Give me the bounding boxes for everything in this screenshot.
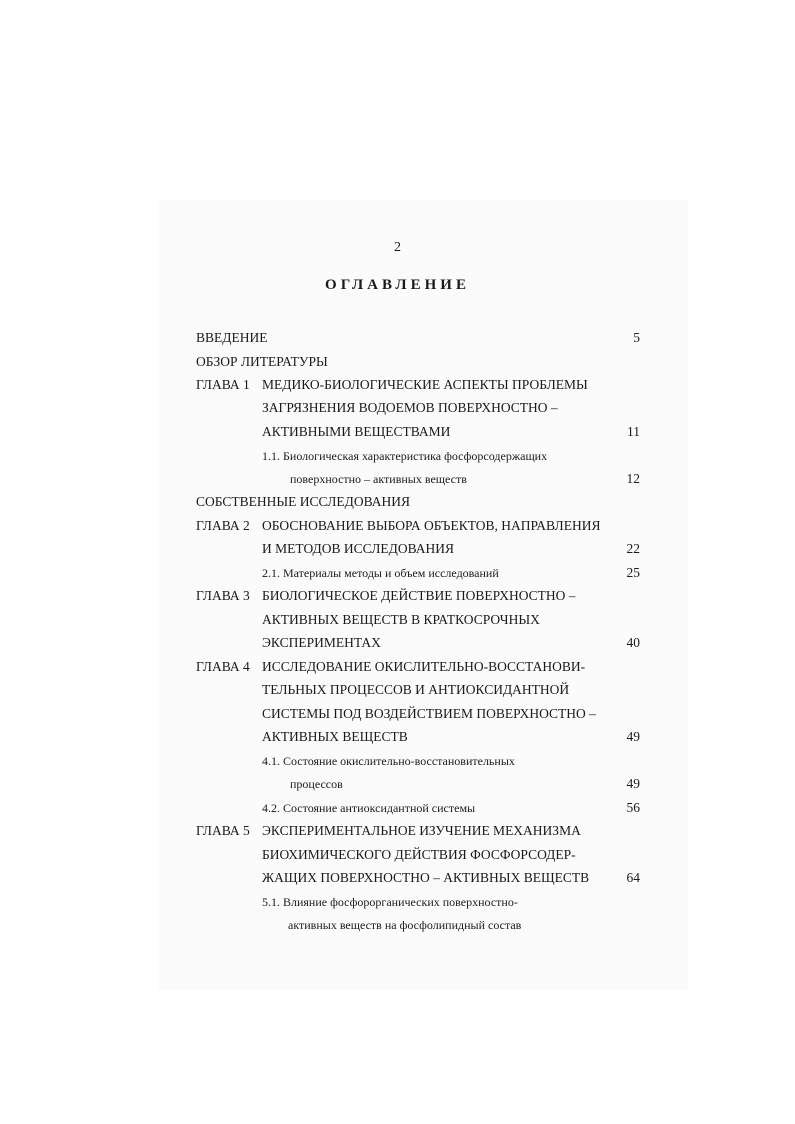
toc-entry-line: И МЕТОДОВ ИССЛЕДОВАНИЯ (262, 541, 455, 556)
toc-entry-line: активных веществ на фосфолипидный состав (288, 918, 522, 932)
toc-entry-text: СОБСТВЕННЫЕ ИССЛЕДОВАНИЯ (196, 494, 410, 509)
toc-entry-line: ЖАЩИХ ПОВЕРХНОСТНО – АКТИВНЫХ ВЕЩЕСТВ (262, 870, 590, 885)
toc-entry-text: ВВЕДЕНИЕ (196, 330, 268, 345)
toc-page-number: 25 (626, 565, 640, 580)
toc-chapter-label: ГЛАВА 2 (196, 518, 250, 533)
toc-entry-text: ОБЗОР ЛИТЕРАТУРЫ (196, 354, 328, 369)
toc-entry-line: 4.1. Состояние окислительно-восстановительных (262, 754, 515, 768)
toc-page-number: 49 (626, 776, 640, 791)
toc-entry-line: процессов (290, 777, 343, 791)
toc-chapter-label: ГЛАВА 3 (196, 588, 250, 603)
toc-page-number: 5 (633, 330, 640, 345)
toc-chapter-label: ГЛАВА 5 (196, 823, 250, 838)
toc-entry-line: БИОЛОГИЧЕСКОЕ ДЕЙСТВИЕ ПОВЕРХНОСТНО – (262, 588, 576, 603)
toc-page-number: 12 (626, 471, 640, 486)
toc-entry-line: БИОХИМИЧЕСКОГО ДЕЙСТВИЯ ФОСФОРСОДЕР- (262, 847, 576, 862)
toc-entry-line: ЭКСПЕРИМЕНТАЛЬНОЕ ИЗУЧЕНИЕ МЕХАНИЗМА (262, 823, 581, 838)
toc-entry-line: поверхностно – активных веществ (290, 472, 467, 486)
toc-entry-line: ОБОСНОВАНИЕ ВЫБОРА ОБЪЕКТОВ, НАПРАВЛЕНИЯ (262, 518, 601, 533)
toc-chapter-label: ГЛАВА 1 (196, 377, 250, 392)
toc-page-number: 49 (626, 729, 640, 744)
toc-page-number: 56 (626, 800, 640, 815)
toc-entry-line: 1.1. Биологическая характеристика фосфорсодержащих (262, 449, 548, 463)
toc-entry-line: АКТИВНЫХ ВЕЩЕСТВ (262, 729, 408, 744)
toc-page-number: 22 (626, 541, 640, 556)
toc-entry-line: СИСТЕМЫ ПОД ВОЗДЕЙСТВИЕМ ПОВЕРХНОСТНО – (262, 706, 596, 721)
toc-page-number: 64 (626, 870, 640, 885)
toc-entry-line: АКТИВНЫМИ ВЕЩЕСТВАМИ (262, 424, 451, 439)
toc-entry-line: ТЕЛЬНЫХ ПРОЦЕССОВ И АНТИОКСИДАНТНОЙ (262, 682, 570, 697)
toc-page-number: 40 (626, 635, 640, 650)
toc-entry-line: ИССЛЕДОВАНИЕ ОКИСЛИТЕЛЬНО-ВОССТАНОВИ- (262, 659, 586, 674)
toc-entry-line: МЕДИКО-БИОЛОГИЧЕСКИЕ АСПЕКТЫ ПРОБЛЕМЫ (262, 377, 588, 392)
toc-entry-line: 5.1. Влияние фосфорорганических поверхностно- (262, 895, 518, 909)
toc-entry-line: 2.1. Материалы методы и объем исследований (262, 566, 499, 580)
toc-entry-line: ЗАГРЯЗНЕНИЯ ВОДОЕМОВ ПОВЕРХНОСТНО – (262, 400, 558, 415)
toc-page-number: 11 (627, 424, 640, 439)
toc-chapter-label: ГЛАВА 4 (196, 659, 250, 674)
page-title: ОГЛАВЛЕНИЕ (325, 277, 470, 293)
toc-entry-line: ЭКСПЕРИМЕНТАХ (262, 635, 381, 650)
page-number: 2 (394, 240, 401, 255)
toc-entry-line: 4.2. Состояние антиоксидантной системы (262, 801, 476, 815)
toc-entry-line: АКТИВНЫХ ВЕЩЕСТВ В КРАТКОСРОЧНЫХ (262, 612, 540, 627)
